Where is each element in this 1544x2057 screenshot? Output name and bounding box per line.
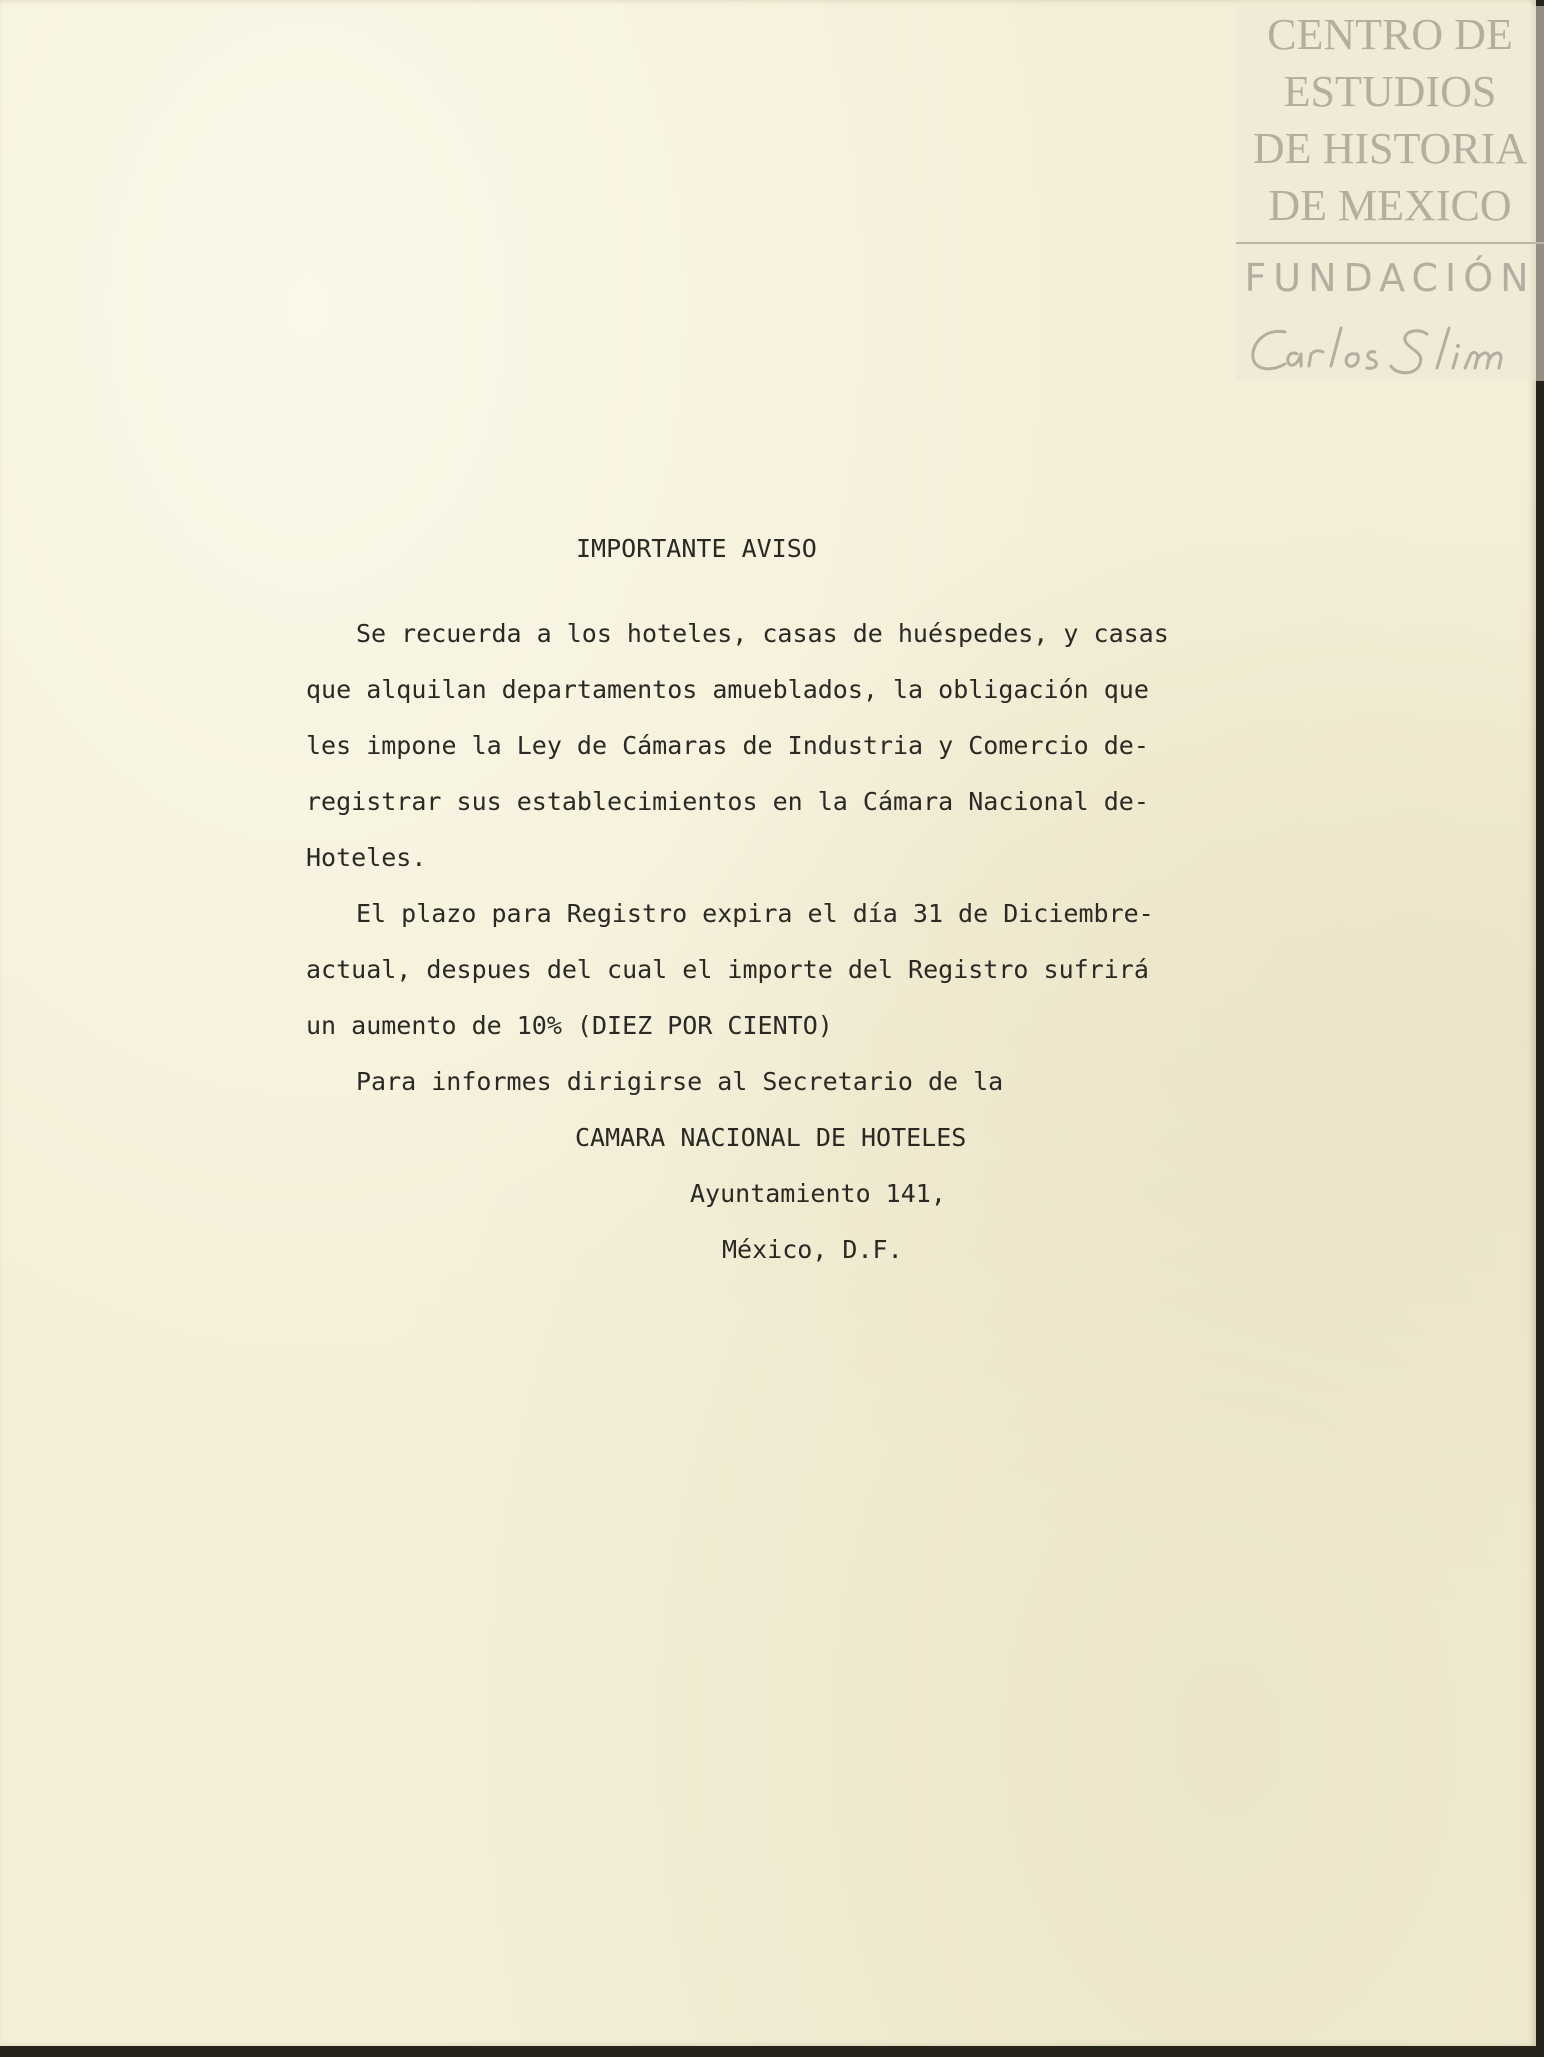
paragraph1-line1: Se recuerda a los hoteles, casas de huéspedes, y casas <box>356 619 1169 648</box>
paragraph1-line2: que alquilan departamentos amueblados, la obligación que <box>306 675 1149 704</box>
watermark-line-1: CENTRO DE <box>1267 10 1513 59</box>
paragraph2-line3: un aumento de 10% (DIEZ POR CIENTO) <box>306 1011 833 1040</box>
paragraph1-line4: registrar sus establecimientos en la Cámara Nacional de- <box>306 787 1149 816</box>
paragraph2-line2: actual, despues del cual el importe del Registro sufrirá <box>306 955 1149 984</box>
paragraph1-line3: les impone la Ley de Cámaras de Industria y Comercio de- <box>306 731 1149 760</box>
notice-title: IMPORTANTE AVISO <box>576 534 817 563</box>
paragraph3-line1: Para informes dirigirse al Secretario de la <box>356 1067 1004 1096</box>
address-organization: CAMARA NACIONAL DE HOTELES <box>575 1123 967 1152</box>
address-city: México, D.F. <box>722 1235 903 1264</box>
paragraph1-line5: Hoteles. <box>306 843 427 872</box>
watermark-line-3: DE HISTORIA <box>1252 124 1528 173</box>
watermark-line-4: DE MEXICO <box>1268 181 1512 230</box>
watermark-line-2: ESTUDIOS <box>1283 67 1497 116</box>
paragraph2-line1: El plazo para Registro expira el día 31 de Diciembre- <box>356 899 1154 928</box>
address-street: Ayuntamiento 141, <box>690 1179 946 1208</box>
watermark-fundacion: FUNDACIÓN <box>1244 256 1536 300</box>
